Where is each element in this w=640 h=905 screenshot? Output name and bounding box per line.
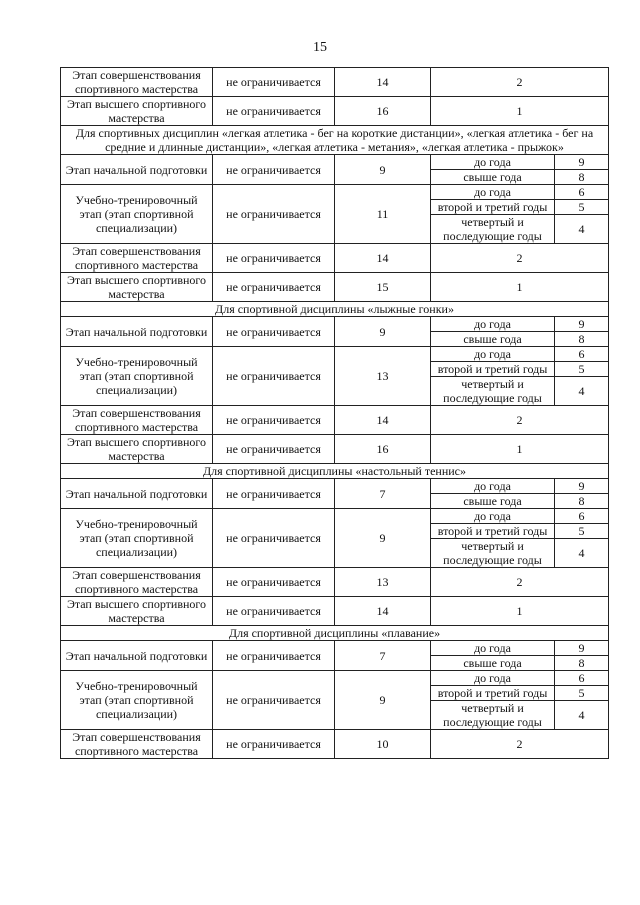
training-period-cell: до года	[431, 185, 555, 200]
group-size-cell: 6	[555, 185, 609, 200]
min-age-cell: 16	[335, 97, 431, 126]
age-limit-cell: не ограничивается	[213, 155, 335, 185]
group-size-cell: 2	[431, 568, 609, 597]
stage-cell: Этап совершенствования спортивного мастерства	[61, 568, 213, 597]
table-row	[61, 435, 609, 464]
section-header: Для спортивной дисциплины «настольный теннис»	[61, 464, 609, 479]
min-age-cell: 15	[335, 273, 431, 302]
age-limit-cell: не ограничивается	[213, 568, 335, 597]
group-size-cell: 4	[555, 701, 609, 730]
age-limit-cell: не ограничивается	[213, 730, 335, 759]
age-limit-cell: не ограничивается	[213, 317, 335, 347]
group-size-cell: 4	[555, 377, 609, 406]
min-age-cell: 9	[335, 155, 431, 185]
age-limit-cell: не ограничивается	[213, 479, 335, 509]
training-period-cell: до года	[431, 479, 555, 494]
training-period-cell: свыше года	[431, 332, 555, 347]
group-size-cell: 9	[555, 155, 609, 170]
section-header-row	[61, 302, 609, 317]
stage-cell: Учебно-тренировочный этап (этап спортивной специализации)	[61, 347, 213, 406]
age-limit-cell: не ограничивается	[213, 97, 335, 126]
group-size-cell: 6	[555, 347, 609, 362]
stage-cell: Этап совершенствования спортивного мастерства	[61, 406, 213, 435]
section-header: Для спортивных дисциплин «легкая атлетика - бег на короткие дистанции», «легкая атлетика - бег на средние и длинные дистанции», «легкая атлетика - метания», «легкая атлетика - прыжок»	[61, 126, 609, 155]
table-row	[61, 509, 609, 524]
age-limit-cell: не ограничивается	[213, 406, 335, 435]
stage-cell: Этап начальной подготовки	[61, 641, 213, 671]
group-size-cell: 5	[555, 362, 609, 377]
min-age-cell: 14	[335, 68, 431, 97]
group-size-cell: 8	[555, 170, 609, 185]
age-limit-cell: не ограничивается	[213, 68, 335, 97]
training-period-cell: второй и третий годы	[431, 362, 555, 377]
stage-cell: Этап начальной подготовки	[61, 155, 213, 185]
training-period-cell: второй и третий годы	[431, 524, 555, 539]
age-limit-cell: не ограничивается	[213, 671, 335, 730]
table-row	[61, 406, 609, 435]
group-size-cell: 6	[555, 671, 609, 686]
age-limit-cell: не ограничивается	[213, 597, 335, 626]
section-header: Для спортивной дисциплины «лыжные гонки»	[61, 302, 609, 317]
group-size-cell: 1	[431, 97, 609, 126]
group-size-cell: 1	[431, 273, 609, 302]
age-limit-cell: не ограничивается	[213, 435, 335, 464]
table-row	[61, 97, 609, 126]
age-limit-cell: не ограничивается	[213, 273, 335, 302]
stage-cell: Учебно-тренировочный этап (этап спортивной специализации)	[61, 509, 213, 568]
training-period-cell: до года	[431, 671, 555, 686]
stage-cell: Этап высшего спортивного мастерства	[61, 597, 213, 626]
training-period-cell: свыше года	[431, 170, 555, 185]
age-limit-cell: не ограничивается	[213, 509, 335, 568]
min-age-cell: 14	[335, 244, 431, 273]
group-size-cell: 1	[431, 435, 609, 464]
group-size-cell: 8	[555, 656, 609, 671]
table-row	[61, 479, 609, 494]
age-limit-cell: не ограничивается	[213, 244, 335, 273]
training-period-cell: до года	[431, 317, 555, 332]
table-row	[61, 185, 609, 200]
age-limit-cell: не ограничивается	[213, 641, 335, 671]
min-age-cell: 10	[335, 730, 431, 759]
training-period-cell: до года	[431, 641, 555, 656]
group-size-cell: 9	[555, 479, 609, 494]
group-size-cell: 2	[431, 406, 609, 435]
table-row	[61, 671, 609, 686]
training-period-cell: свыше года	[431, 494, 555, 509]
group-size-cell: 5	[555, 524, 609, 539]
training-period-cell: второй и третий годы	[431, 200, 555, 215]
section-header-row	[61, 626, 609, 641]
table-row	[61, 155, 609, 170]
training-period-cell: свыше года	[431, 656, 555, 671]
age-limit-cell: не ограничивается	[213, 347, 335, 406]
min-age-cell: 13	[335, 568, 431, 597]
table-row	[61, 641, 609, 656]
min-age-cell: 9	[335, 671, 431, 730]
group-size-cell: 9	[555, 317, 609, 332]
min-age-cell: 11	[335, 185, 431, 244]
training-period-cell: четвертый и последующие годы	[431, 215, 555, 244]
stage-cell: Этап высшего спортивного мастерства	[61, 97, 213, 126]
group-size-cell: 5	[555, 686, 609, 701]
training-period-cell: четвертый и последующие годы	[431, 377, 555, 406]
group-size-cell: 4	[555, 539, 609, 568]
age-limit-cell: не ограничивается	[213, 185, 335, 244]
stage-cell: Этап высшего спортивного мастерства	[61, 435, 213, 464]
sports-stage-table	[60, 67, 609, 759]
table-row	[61, 568, 609, 597]
group-size-cell: 8	[555, 332, 609, 347]
group-size-cell: 6	[555, 509, 609, 524]
min-age-cell: 7	[335, 479, 431, 509]
training-period-cell: четвертый и последующие годы	[431, 701, 555, 730]
section-header-row	[61, 126, 609, 155]
min-age-cell: 7	[335, 641, 431, 671]
table-row	[61, 597, 609, 626]
group-size-cell: 4	[555, 215, 609, 244]
table-row	[61, 347, 609, 362]
group-size-cell: 2	[431, 244, 609, 273]
min-age-cell: 14	[335, 597, 431, 626]
group-size-cell: 5	[555, 200, 609, 215]
stage-cell: Этап начальной подготовки	[61, 479, 213, 509]
min-age-cell: 13	[335, 347, 431, 406]
group-size-cell: 2	[431, 68, 609, 97]
stage-cell: Этап совершенствования спортивного мастерства	[61, 730, 213, 759]
training-period-cell: до года	[431, 509, 555, 524]
training-period-cell: второй и третий годы	[431, 686, 555, 701]
table-row	[61, 244, 609, 273]
min-age-cell: 9	[335, 317, 431, 347]
table-row	[61, 273, 609, 302]
training-period-cell: до года	[431, 155, 555, 170]
group-size-cell: 9	[555, 641, 609, 656]
section-header-row	[61, 464, 609, 479]
table-row	[61, 317, 609, 332]
table-row	[61, 68, 609, 97]
table-row	[61, 730, 609, 759]
stage-cell: Учебно-тренировочный этап (этап спортивной специализации)	[61, 671, 213, 730]
min-age-cell: 16	[335, 435, 431, 464]
training-period-cell: до года	[431, 347, 555, 362]
stage-cell: Этап высшего спортивного мастерства	[61, 273, 213, 302]
group-size-cell: 1	[431, 597, 609, 626]
stage-cell: Этап начальной подготовки	[61, 317, 213, 347]
group-size-cell: 2	[431, 730, 609, 759]
stage-cell: Учебно-тренировочный этап (этап спортивной специализации)	[61, 185, 213, 244]
min-age-cell: 9	[335, 509, 431, 568]
page-number: 15	[313, 40, 327, 55]
section-header: Для спортивной дисциплины «плавание»	[61, 626, 609, 641]
training-period-cell: четвертый и последующие годы	[431, 539, 555, 568]
stage-cell: Этап совершенствования спортивного мастерства	[61, 68, 213, 97]
min-age-cell: 14	[335, 406, 431, 435]
group-size-cell: 8	[555, 494, 609, 509]
stage-cell: Этап совершенствования спортивного мастерства	[61, 244, 213, 273]
